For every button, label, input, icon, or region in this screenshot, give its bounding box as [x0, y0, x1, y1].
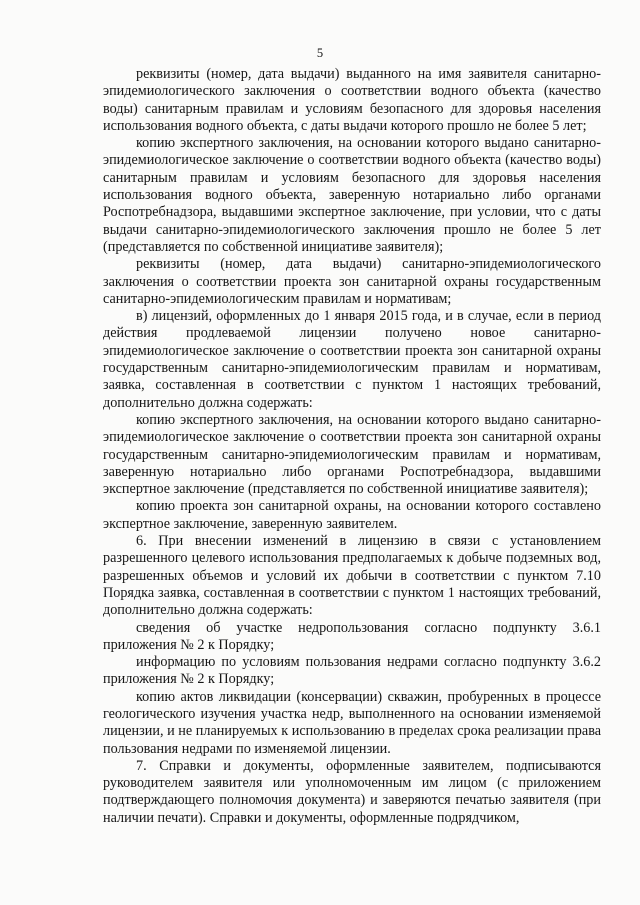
- paragraph-11: 7. Справки и документы, оформленные заявителем, подписываются руководителем заявителя или уполномоченным им лицом (с приложением подтверждающего полномочия документа) и заверяются печатью заявителя (при наличии печати). Справки и документы, оформленные подрядчиком,: [103, 757, 601, 826]
- paragraph-3: реквизиты (номер, дата выдачи) санитарно-эпидемиологического заключения о соответствии проекта зон санитарной охраны государственным санитарно-эпидемиологическим правилам и нормативам;: [103, 256, 601, 307]
- paragraph-6: копию проекта зон санитарной охраны, на основании которого составлено экспертное заключение, заверенную заявителем.: [103, 498, 601, 532]
- paragraph-9: информацию по условиям пользования недрами согласно подпункту 3.6.2 приложения № 2 к Порядку;: [103, 654, 601, 688]
- paragraph-4: в) лицензий, оформленных до 1 января 2015 года, и в случае, если в период действия продлеваемой лицензии получено новое санитарно-эпидемиологическое заключение о соответствии проекта зон санитарной охраны государственным санитарно-эпидемиологическим правилам и нормативам, заявка, составленная в соответствии с пунктом 1 настоящих требований, дополнительно должна содержать:: [103, 308, 601, 411]
- paragraph-1: реквизиты (номер, дата выдачи) выданного на имя заявителя санитарно-эпидемиологического заключения о соответствии водного объекта (качество воды) санитарным правилам и условиям безопасного для здоровья населения использования водного объекта, с даты выдачи которого прошло не более 5 лет;: [103, 66, 601, 134]
- paragraph-8: сведения об участке недропользования согласно подпункту 3.6.1 приложения № 2 к Порядку;: [103, 619, 601, 653]
- document-body: [103, 66, 601, 827]
- paragraph-2: копию экспертного заключения, на основании которого выдано санитарно-эпидемиологическое заключение о соответствии водного объекта (качество воды) санитарным правилам и условиям безопасного для здоровья населения использования водного объекта, заверенную нотариально либо органами Роспотребнадзора, выдавшими экспертное заключение, при условии, что с даты выдачи санитарно-эпидемиологического заключения прошло не более 5 лет (представляется по собственной инициативе заявителя);: [103, 135, 601, 255]
- paragraph-10: копию актов ликвидации (консервации) скважин, пробуренных в процессе геологического изучения участка недр, выполненного на основании изменяемой лицензии, и не планируемых к использованию в пределах срока реализации права пользования недрами по изменяемой лицензии.: [103, 688, 601, 757]
- paragraph-7: 6. При внесении изменений в лицензию в связи с установлением разрешенного целевого использования предполагаемых к добыче подземных вод, разрешенных объемов и условий их добычи в соответствии с пунктом 7.10 Порядка заявка, составленная в соответствии с пунктом 1 настоящих требований, дополнительно должна содержать:: [103, 533, 601, 619]
- page-number: 5: [316, 46, 324, 60]
- paragraph-5: копию экспертного заключения, на основании которого выдано санитарно-эпидемиологическое заключение о соответствии проекта зон санитарной охраны государственным санитарно-эпидемиологическим правилам и нормативам, заверенную нотариально либо органами Роспотребнадзора, выдавшими экспертное заключение (представляется по собственной инициативе заявителя);: [103, 411, 601, 498]
